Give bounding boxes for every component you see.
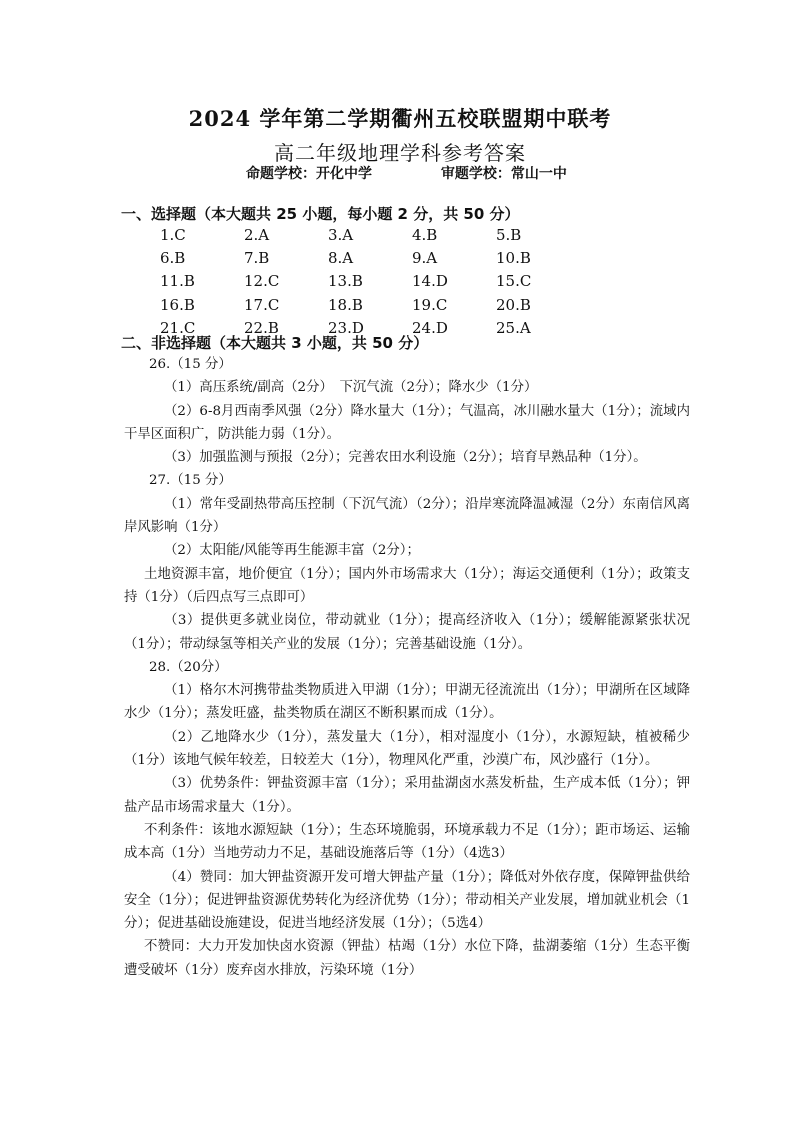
section2-heading: 二、非选择题（本大题共 3 小题，共 50 分） [121, 334, 429, 352]
q27-answer-1: （1）常年受副热带高压控制（下沉气流）（2分）；沿岸寒流降温减湿（2分）东南信风离岸风影响（1分） [124, 496, 690, 536]
q28-header: 28.（20分） [149, 659, 228, 675]
mcq-answer: 19.C [412, 295, 448, 314]
mcq-answer: 1.C [160, 226, 186, 244]
q27-answer-2b: 土地资源丰富，地价便宜（1分）；国内外市场需求大（1分）；海运交通便利（1分）；政策支持（1分）（后四点写三点即可） [124, 566, 690, 605]
q28-answer-1: （1）格尔木河携带盐类物质进入甲湖（1分）；甲湖无径流流出（1分）；甲湖所在区域降水少（1分）；蒸发旺盛，盐类物质在湖区不断积累而成（1分）。 [124, 683, 690, 722]
mcq-answer: 21.C [160, 318, 196, 337]
mcq-answer-grid [160, 226, 580, 342]
q26-header: 26.（15 分） [149, 357, 232, 372]
school-info [246, 163, 631, 183]
author-school: 命题学校：开化中学 [246, 166, 372, 182]
q27-answer-3: （3）提供更多就业岗位，带动就业（1分）；提高经济收入（1分）；缓解能源紧张状况（1分）；带动绿氢等相关产业的发展（1分）；完善基础设施（1分）。 [124, 613, 690, 652]
mcq-answer: 4.B [412, 226, 438, 244]
mcq-answer: 8.A [328, 249, 354, 268]
mcq-row [160, 272, 580, 295]
exam-title: 2024 学年第二学期衢州五校联盟期中联考 [188, 106, 612, 131]
q28-answer-3b: 不利条件：该地水源短缺（1分）；生态环境脆弱，环境承载力不足（1分）；距市场运、运输成本高（1分）当地劳动力不足，基础设施落后等（1分）（4选3） [124, 822, 690, 862]
mcq-answer: 24.D [412, 318, 448, 337]
mcq-answer: 10.B [496, 249, 531, 268]
mcq-answer: 9.A [412, 249, 438, 268]
mcq-answer: 3.A [328, 226, 354, 244]
mcq-answer: 6.B [160, 249, 186, 268]
mcq-answer: 13.B [328, 272, 363, 291]
mcq-answer: 12.C [244, 272, 280, 291]
mcq-row [160, 296, 580, 319]
mcq-row [160, 249, 580, 272]
mcq-answer: 14.D [412, 272, 448, 291]
q28-answer-2: （2）乙地降水少（1分），蒸发量大（1分），相对湿度小（1分），水源短缺，植被稀少（1分）该地气候年较差，日较差大（1分），物理风化严重，沙漠广布，风沙盛行（1分）。 [124, 729, 690, 769]
q28-answer-3: （3）优势条件：钾盐资源丰富（1分）；采用盐湖卤水蒸发析盐，生产成本低（1分）；钾盐产品市场需求量大（1分）。 [124, 776, 690, 815]
mcq-answer: 2.A [244, 226, 270, 244]
q26-answer-1: （1）高压系统/副高（2分） 下沉气流（2分）；降水少（1分） [164, 380, 538, 396]
mcq-answer: 7.B [244, 249, 270, 268]
mcq-answer: 17.C [244, 295, 280, 314]
q28-answer-4b: 不赞同：大力开发加快卤水资源（钾盐）枯竭（1分）水位下降，盐湖萎缩（1分）生态平衡遭受破坏（1分）废弃卤水排放，污染环境（1分） [124, 939, 690, 978]
mcq-answer: 18.B [328, 295, 363, 314]
q26-answer-2: （2）6-8月西南季风强（2分）降水量大（1分）；气温高，冰川融水量大（1分）；流域内干旱区面积广，防洪能力弱（1分）。 [124, 403, 690, 442]
q27-header: 27.（15 分） [149, 473, 232, 489]
q28-answer-4: （4）赞同：加大钾盐资源开发可增大钾盐产量（1分）；降低对外依存度，保障钾盐供给安全（1分）；促进钾盐资源优势转化为经济优势（1分）；带动相关产业发展，增加就业机会（1分）；促进基础设施建设，促进当地经济发展（1分）；（5选4） [124, 869, 690, 932]
mcq-answer: 15.C [496, 272, 532, 291]
mcq-answer: 23.D [328, 318, 364, 337]
mcq-answer: 16.B [160, 295, 195, 314]
mcq-answer: 22.B [244, 318, 279, 337]
exam-subtitle: 高二年级地理学科参考答案 [274, 141, 526, 165]
q26-answer-3: （3）加强监测与预报（2分）；完善农田水利设施（2分）；培育早熟品种（1分）。 [164, 450, 647, 466]
q27-answer-2: （2）太阳能/风能等再生能源丰富（2分）； [164, 543, 420, 559]
mcq-row [160, 226, 580, 249]
mcq-answer: 11.B [160, 272, 195, 291]
section2-body [124, 353, 690, 982]
section1-heading: 一、选择题（本大题共 25 小题，每小题 2 分，共 50 分） [121, 205, 520, 223]
mcq-answer: 25.A [496, 318, 531, 337]
mcq-answer: 5.B [496, 226, 522, 244]
reviewer-school: 审题学校：常山一中 [440, 166, 567, 182]
mcq-answer: 20.B [496, 295, 531, 314]
